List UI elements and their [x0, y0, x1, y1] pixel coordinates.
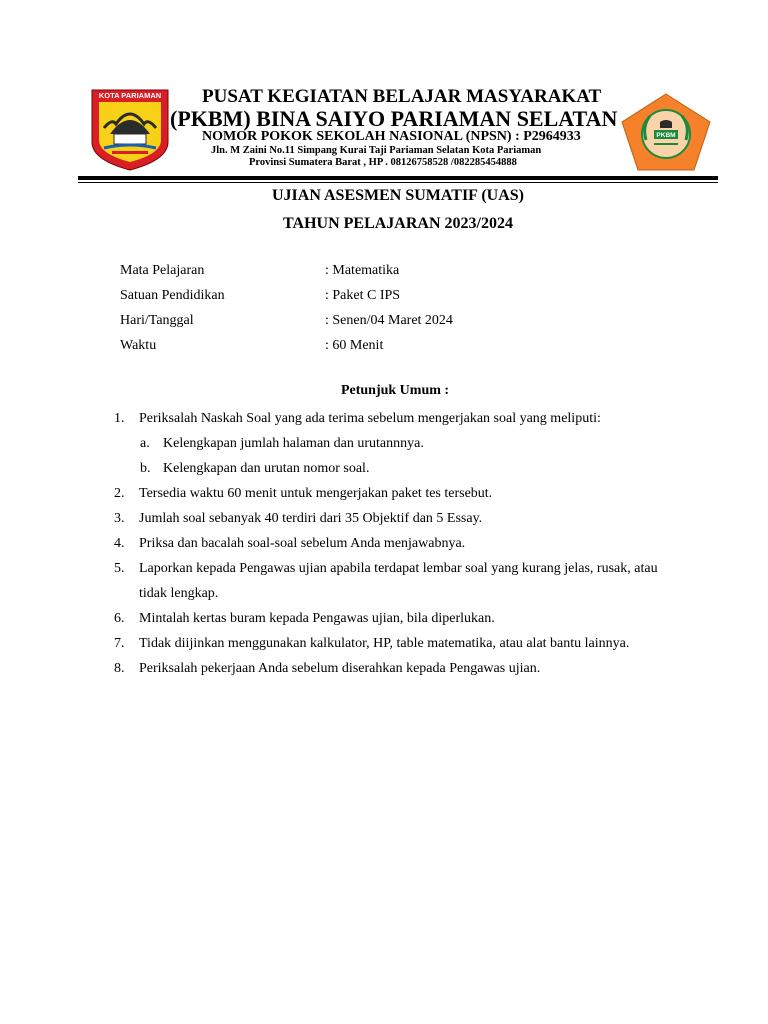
info-row [120, 313, 453, 338]
info-label: Waktu [120, 338, 157, 353]
sub-item-text: Kelengkapan jumlah halaman dan urutannnya. [163, 436, 424, 451]
info-value: : Matematika [325, 263, 400, 278]
item-number: 1. [114, 411, 125, 426]
info-label: Hari/Tanggal [120, 313, 194, 328]
list-item [114, 506, 674, 531]
item-text: Tersedia waktu 60 menit untuk mengerjakan paket tes tersebut. [139, 486, 493, 501]
pkbm-logo [620, 92, 712, 172]
contact-line: Provinsi Sumatera Barat , HP . 08126758528 /082285454888 [249, 157, 517, 168]
list-item [114, 656, 674, 681]
info-row [120, 288, 453, 313]
exam-title: UJIAN ASESMEN SUMATIF (UAS) [271, 187, 525, 204]
item-text: Tidak diijinkan menggunakan kalkulator, HP, table matematika, atau alat bantu lainnya. [139, 636, 630, 651]
academic-year: TAHUN PELAJARAN 2023/2024 [283, 215, 513, 232]
item-text: Mintalah kertas buram kepada Pengawas ujian, bila diperlukan. [139, 611, 495, 626]
item-number: 8. [114, 661, 125, 676]
list-item [114, 556, 674, 606]
item-number: 4. [114, 536, 125, 551]
kota-pariaman-logo [90, 88, 170, 172]
header-rule-thick [78, 176, 718, 180]
sub-item-text: Kelengkapan dan urutan nomor soal. [163, 461, 370, 476]
header-rule-thin [78, 182, 718, 183]
sub-item-letter: a. [140, 436, 150, 451]
info-label: Mata Pelajaran [120, 263, 205, 278]
list-item [114, 406, 674, 431]
logo-right-label: PKBM [656, 132, 676, 139]
item-number: 2. [114, 486, 125, 501]
instructions-list [114, 406, 674, 681]
item-number: 3. [114, 511, 125, 526]
list-item [114, 531, 674, 556]
info-value: : 60 Menit [325, 338, 384, 353]
institution-name: (PKBM) BINA SAIYO PARIAMAN SELATAN [170, 106, 618, 131]
info-label: Satuan Pendidikan [120, 288, 225, 303]
item-number: 5. [114, 561, 125, 576]
list-item [114, 606, 674, 631]
list-item [114, 631, 674, 656]
info-row [120, 338, 453, 363]
item-text: Priksa dan bacalah soal-soal sebelum Anda menjawabnya. [139, 536, 466, 551]
exam-info [120, 263, 453, 363]
sub-item-letter: b. [140, 461, 151, 476]
info-value: : Paket C IPS [325, 288, 401, 303]
sub-list-item [114, 431, 674, 456]
item-number: 7. [114, 636, 125, 651]
address-line: Jln. M Zaini No.11 Simpang Kurai Taji Pariaman Selatan Kota Pariaman [211, 145, 542, 156]
npsn-line: NOMOR POKOK SEKOLAH NASIONAL (NPSN) : P2964933 [202, 129, 581, 144]
institution-line-1: PUSAT KEGIATAN BELAJAR MASYARAKAT [202, 86, 602, 107]
info-value: : Senen/04 Maret 2024 [325, 313, 453, 328]
sub-list-item [114, 456, 674, 481]
logo-left-label: KOTA PARIAMAN [98, 91, 162, 100]
info-row [120, 263, 453, 288]
instructions-heading: Petunjuk Umum : [340, 383, 450, 398]
item-number: 6. [114, 611, 125, 626]
item-text: Periksalah Naskah Soal yang ada terima sebelum mengerjakan soal yang meliputi: [139, 411, 601, 426]
item-text: Periksalah pekerjaan Anda sebelum diserahkan kepada Pengawas ujian. [139, 661, 541, 676]
item-text: Laporkan kepada Pengawas ujian apabila terdapat lembar soal yang kurang jelas, rusak, atau tidak lengkap. [139, 561, 658, 601]
list-item [114, 481, 674, 506]
item-text: Jumlah soal sebanyak 40 terdiri dari 35 Objektif dan 5 Essay. [139, 511, 483, 526]
